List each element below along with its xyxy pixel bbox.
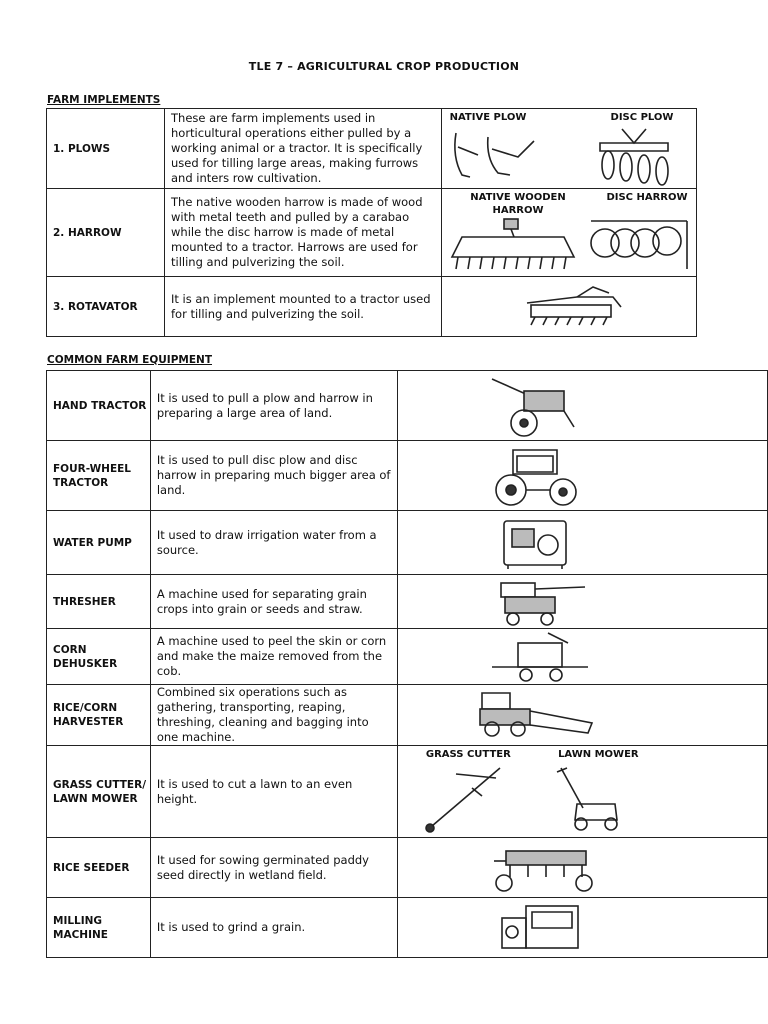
equipment-image-cell	[398, 838, 768, 898]
table-row	[47, 746, 768, 838]
equipment-name: CORN DEHUSKER	[47, 629, 151, 685]
rice-seeder-icon	[488, 841, 598, 895]
implement-image-cell	[442, 277, 697, 337]
equipment-image-cell	[398, 371, 768, 441]
implement-name: 2. HARROW	[47, 189, 165, 277]
table-row	[47, 371, 768, 441]
four-wheel-tractor-icon	[493, 444, 583, 508]
native-wooden-harrow-icon	[448, 217, 578, 273]
equipment-description: It is used to pull a plow and harrow in preparing a large area of land.	[150, 371, 398, 441]
table-row	[47, 511, 768, 575]
rice-corn-harvester-icon	[476, 687, 596, 739]
disc-harrow-label: DISC HARROW	[606, 192, 688, 203]
implement-name: 3. ROTAVATOR	[47, 277, 165, 337]
equipment-name: MILLING MACHINE	[47, 898, 151, 958]
equipment-description: It used for sowing germinated paddy seed directly in wetland field.	[150, 838, 398, 898]
common-farm-equipment-heading: COMMON FARM EQUIPMENT	[47, 354, 212, 366]
equipment-image-cell	[398, 441, 768, 511]
implement-description: It is an implement mounted to a tractor used for tilling and pulverizing the soil.	[165, 277, 442, 337]
farm-implements-table	[46, 108, 697, 337]
thresher-icon	[493, 577, 589, 627]
equipment-name: HAND TRACTOR	[47, 371, 151, 441]
native-plow-label: NATIVE PLOW	[449, 112, 527, 123]
implement-name: 1. PLOWS	[47, 109, 165, 189]
lawn-mower-label: LAWN MOWER	[558, 749, 639, 760]
native-wooden-harrow-label: NATIVE WOODEN HARROW	[470, 192, 566, 216]
equipment-description: It used to draw irrigation water from a source.	[150, 511, 398, 575]
equipment-name: THRESHER	[47, 575, 151, 629]
equipment-description: Combined six operations such as gathering, transporting, reaping, threshing, cleaning and bagging into one machine.	[150, 685, 398, 746]
corn-dehusker-icon	[488, 631, 593, 683]
grass-cutter-label: GRASS CUTTER	[425, 749, 511, 760]
page-title: TLE 7 – AGRICULTURAL CROP PRODUCTION	[248, 60, 520, 73]
hand-tractor-icon	[488, 373, 578, 439]
equipment-description: It is used to cut a lawn to an even height.	[150, 746, 398, 838]
table-row	[47, 277, 697, 337]
equipment-name: GRASS CUTTER/ LAWN MOWER	[47, 746, 151, 838]
equipment-image-cell	[398, 685, 768, 746]
equipment-name: RICE/CORN HARVESTER	[47, 685, 151, 746]
equipment-image-cell	[398, 746, 768, 838]
disc-plow-icon	[592, 125, 677, 187]
table-row	[47, 898, 768, 958]
equipment-description: It is used to pull disc plow and disc harrow in preparing much bigger area of land.	[150, 441, 398, 511]
equipment-name: RICE SEEDER	[47, 838, 151, 898]
equipment-image-cell	[398, 898, 768, 958]
disc-harrow-icon	[587, 209, 692, 273]
table-row	[47, 109, 697, 189]
table-row	[47, 189, 697, 277]
equipment-name: WATER PUMP	[47, 511, 151, 575]
table-row	[47, 838, 768, 898]
equipment-name: FOUR-WHEEL TRACTOR	[47, 441, 151, 511]
milling-machine-icon	[498, 902, 588, 954]
table-row	[47, 629, 768, 685]
equipment-description: It is used to grind a grain.	[150, 898, 398, 958]
equipment-description: A machine used to peel the skin or corn and make the maize removed from the cob.	[150, 629, 398, 685]
common-farm-equipment-table	[46, 370, 768, 958]
implement-description: The native wooden harrow is made of wood with metal teeth and pulled by a carabao while the disc harrow is made of metal mounted to a tractor. Harrows are used for tilling and pulverizing the soil.	[165, 189, 442, 277]
equipment-image-cell	[398, 511, 768, 575]
native-plow-icon	[448, 127, 538, 185]
farm-implements-heading: FARM IMPLEMENTS	[47, 94, 161, 106]
table-row	[47, 575, 768, 629]
implement-image-cell	[442, 109, 697, 189]
equipment-description: A machine used for separating grain crops into grain or seeds and straw.	[150, 575, 398, 629]
water-pump-icon	[500, 515, 570, 571]
lawn-mower-icon	[553, 764, 623, 834]
table-row	[47, 441, 768, 511]
rotavator-icon	[517, 283, 627, 331]
equipment-image-cell	[398, 575, 768, 629]
equipment-image-cell	[398, 629, 768, 685]
implement-description: These are farm implements used in horticultural operations either pulled by a working animal or a tractor. It is specifically used for tilling large areas, making furrows and inters row cultivation.	[165, 109, 442, 189]
disc-plow-label: DISC PLOW	[610, 112, 674, 123]
grass-cutter-icon	[416, 764, 506, 834]
implement-image-cell	[442, 189, 697, 277]
table-row	[47, 685, 768, 746]
